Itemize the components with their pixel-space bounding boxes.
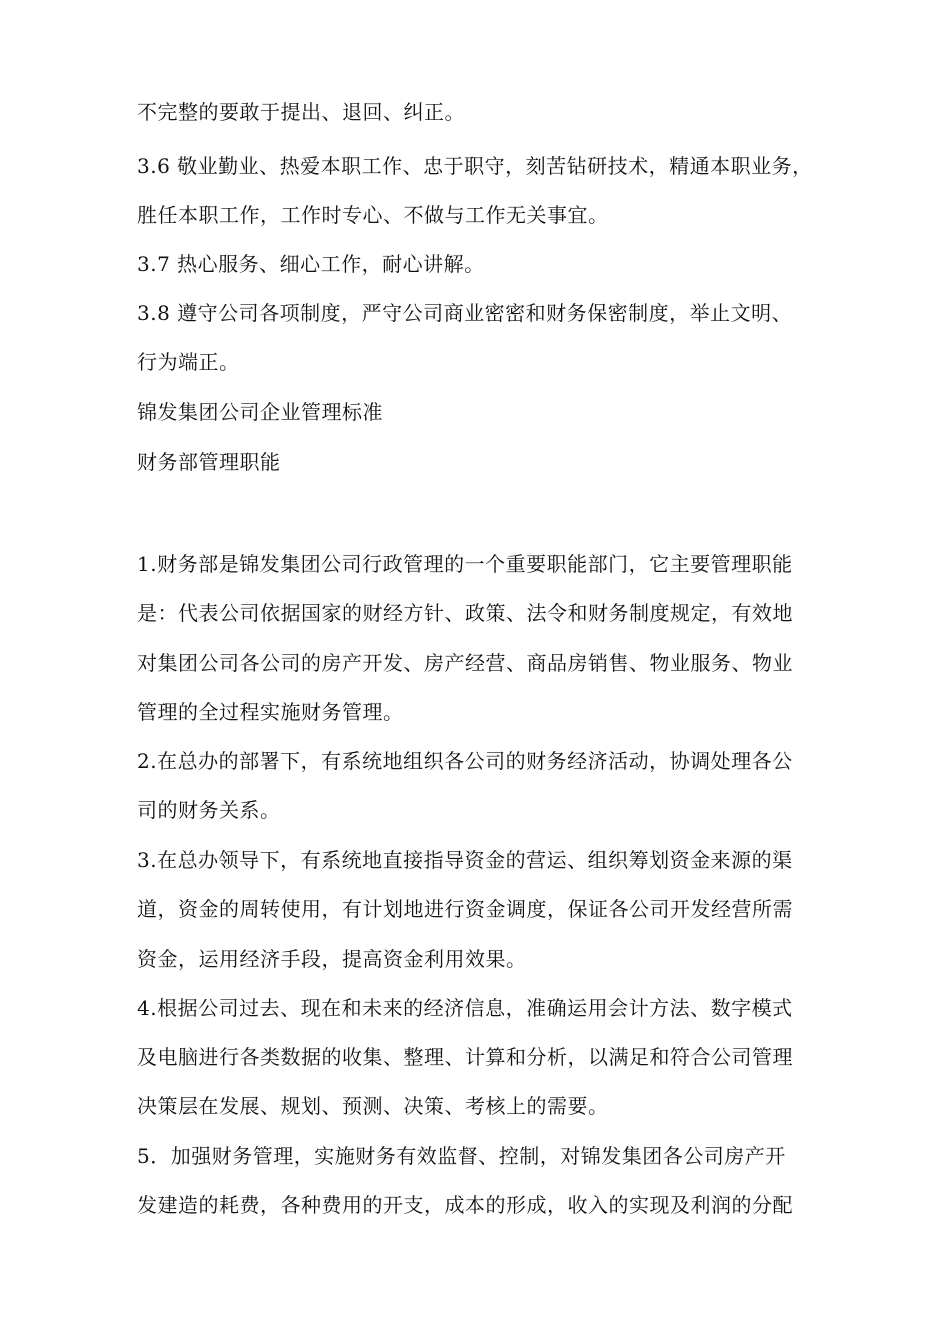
text-line: 3.在总办领导下，有系统地直接指导资金的营运、组织筹划资金来源的渠 <box>137 848 793 872</box>
text-line: 2.在总办的部署下，有系统地组织各公司的财务经济活动，协调处理各公 <box>137 749 793 773</box>
text-line: 及电脑进行各类数据的收集、整理、计算和分析，以满足和符合公司管理 <box>137 1045 793 1069</box>
text-line: 决策层在发展、规划、预测、决策、考核上的需要。 <box>137 1094 609 1118</box>
text-line: 管理的全过程实施财务管理。 <box>137 700 404 724</box>
section-subheading: 财务部管理职能 <box>137 450 281 474</box>
text-line: 发建造的耗费，各种费用的开支，成本的形成，收入的实现及利润的分配 <box>137 1193 793 1217</box>
text-line: 1.财务部是锦发集团公司行政管理的一个重要职能部门，它主要管理职能 <box>137 552 793 576</box>
text-line: 5．加强财务管理，实施财务有效监督、控制，对锦发集团各公司房产开 <box>137 1144 786 1168</box>
text-line: 是：代表公司依据国家的财经方针、政策、法令和财务制度规定，有效地 <box>137 601 793 625</box>
text-line: 3.7 热心服务、细心工作，耐心讲解。 <box>137 252 485 276</box>
text-line: 道，资金的周转使用，有计划地进行资金调度，保证各公司开发经营所需 <box>137 897 793 921</box>
text-line: 3.6 敬业勤业、热爱本职工作、忠于职守，刻苦钻研技术，精通本职业务， <box>137 154 813 178</box>
text-line: 不完整的要敢于提出、退回、纠正。 <box>137 100 465 124</box>
text-line: 行为端正。 <box>137 350 240 374</box>
section-heading: 锦发集团公司企业管理标准 <box>137 400 383 424</box>
text-line: 司的财务关系。 <box>137 798 281 822</box>
text-line: 资金，运用经济手段，提高资金利用效果。 <box>137 947 527 971</box>
text-line: 对集团公司各公司的房产开发、房产经营、商品房销售、物业服务、物业 <box>137 651 793 675</box>
text-line: 4.根据公司过去、现在和未来的经济信息，准确运用会计方法、数字模式 <box>137 996 793 1020</box>
text-line: 胜任本职工作，工作时专心、不做与工作无关事宜。 <box>137 203 609 227</box>
text-line: 3.8 遵守公司各项制度，严守公司商业密密和财务保密制度，举止文明、 <box>137 301 793 325</box>
